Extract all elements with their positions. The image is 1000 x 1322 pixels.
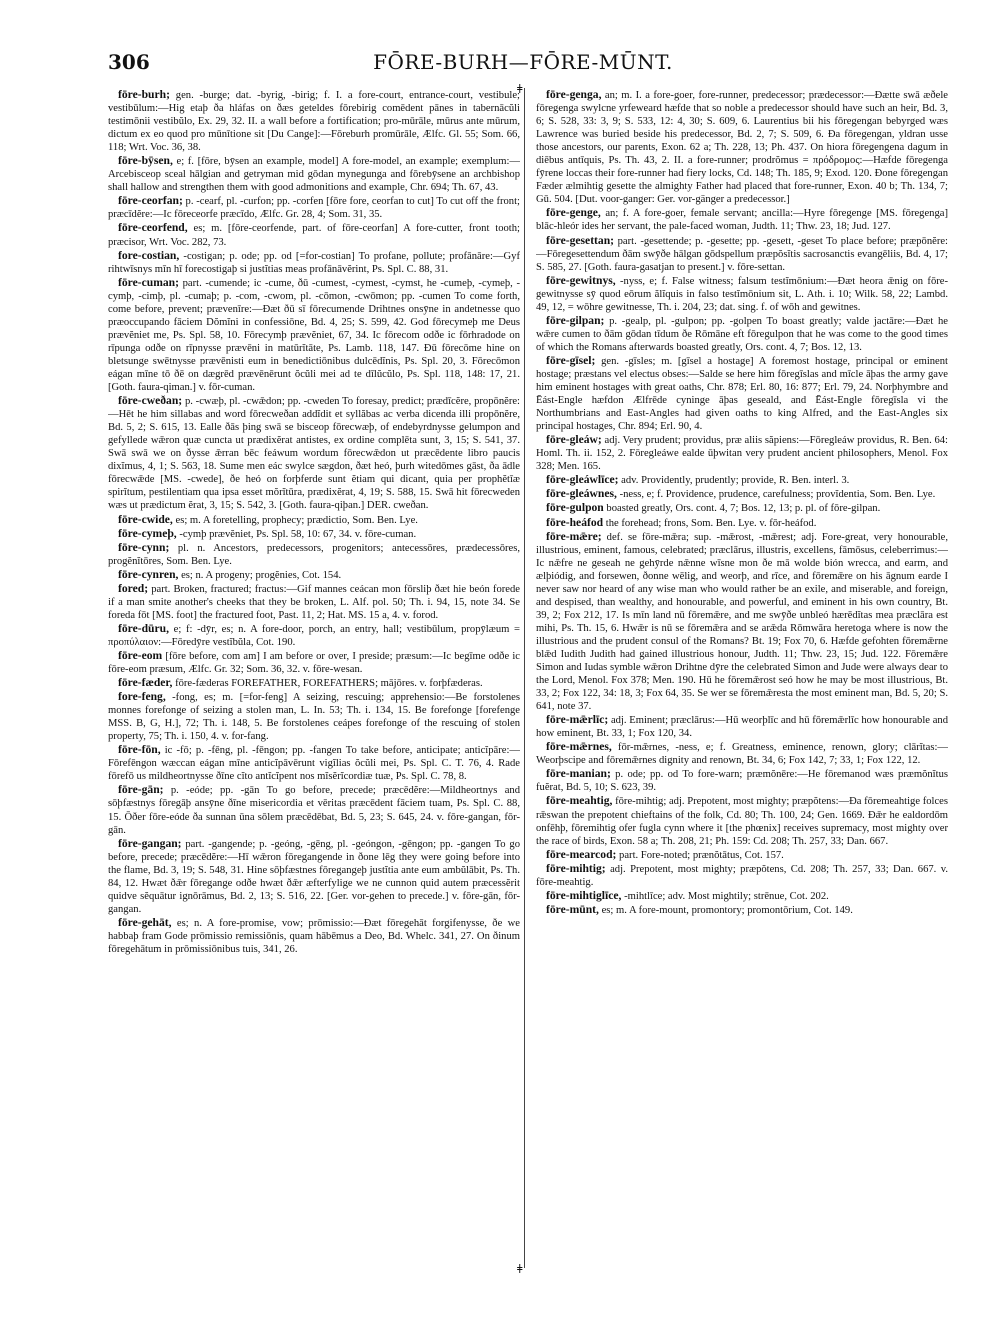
entry-text: part. -gesettende; p. -gesette; pp. -gesett, -geset To place before; præpōnĕre:—Fōregesettendum ðām swȳðe hālgan gōdspellum præpŏsĭtis sacrosanctis evangēliis, Bd. 4, 17; S. 585, 27. [Goth. faura-gasatjan to present.] v. fōre-settan. bbox=[536, 235, 948, 273]
dictionary-entry bbox=[108, 513, 520, 527]
headword: fōre-mihtig; bbox=[546, 861, 606, 875]
headword: fōre-cwide, bbox=[118, 512, 173, 526]
entry-text: fōr-mǣrnes, -ness, e; f. Greatness, eminence, renown, glory; clārĭtas:—Weorþscipe and fōremǣrnes dignity and renown, Bt. 34, 6; Fox 142, 7; 33, 1; Fox 122, 12. bbox=[536, 742, 948, 767]
entry-text: -costigan; p. ode; pp. od [=for-costian] To profane, pollute; profānāre:—Gyf rihtwīsnys mīn hī forecostigaþ si justĭtias meas profānāvĕrint, Ps. Spl. C. 88, 31. bbox=[108, 250, 520, 275]
headword: fore-costian, bbox=[118, 248, 180, 262]
dictionary-entry bbox=[108, 582, 520, 622]
dictionary-entry bbox=[536, 767, 948, 794]
headword: fōre-cynren, bbox=[118, 567, 179, 581]
dictionary-entry bbox=[536, 740, 948, 767]
entry-text: adj. Prepotent, most mighty; præpŏtens, Cd. 208; Th. 257, 33; Dan. 667. v. fōre-meahtig. bbox=[536, 863, 948, 888]
dictionary-entry bbox=[536, 274, 948, 314]
entry-text: part. -gangende; p. -geóng, -gēng, pl. -geóngon, -gēngon; pp. -gangen To go before, precede; præcēdĕre:—Hī wǣron fōregangende in ðone lēg they were going before into the flame, Bd. 3, 19; S. 548, 31. Hine sōþfæstnes fōregangeþ justĭtia ante eum ambŭlābit, Ps. Th. 84, 12. Hwæt ðǣr fōregange odðe hwæt ðǣr æfterfylige we ne cunnon quid autem præcessĕrit quidve sĕquātur ignōrāmus, Bd. 2, 13; S. 516, 22. [Ger. vor-gehen to precede.] v. fōre-gān, fōr-gangan. bbox=[108, 838, 520, 915]
entry-text: e; f. [fōre, bȳsen an example, model] A fore-model, an example; exemplum:—Arcebisceop sceal hālgian and getryman mid gōdan mynegunga and fōrebȳsene an archbishop shall hallow and strengthen them with good admonitions and example, Chr. 694; Th. 67, 43. bbox=[108, 156, 520, 194]
entry-text: -fong, es; m. [=for-feng] A seizing, rescuing; apprehensio:—Be forstolenes monnes forefonge of seizing a stolen man, L. In. 53; Th. i. 134, 15. Be forefonge [forefenge MSS. B, G, H.], 72; Th. i. 148, 5. Be forstolenes ceápes forefonge of the rescuing of stolen property, 75; Th. i. 150, 4. v. for-fang. bbox=[108, 692, 520, 743]
entry-text: p. -cwæþ, pl. -cwǣdon; pp. -cweden To foresay, predict; prædīcĕre, propōnĕre:—Hēt he him sillabas and word fōrecweðan addĭdit et syllăbas ac verba dicenda illi propōnĕre, Bd. 5, 2; S. 615, 13. Ealle ðās þing swā se bisceop fōrecwæþ, of endebyrdnysse gelumpon and gefyllede wǣron quæ cuncta ut prædixĕrat antistes, ex ordine complēta sunt, 3, 15; S. 541, 37. Swā swā we on ðysse ǣrran bēc feáwum wordum fōrecwǣdon ut præcēdente libro paucis dixĭmus, 4, 1; S. 563, 18. Sume men eác swylce sægdon, ðæt heó, þurh witedōmes gāst, ða ādle fōrecwǣde [MS. -cwede], ðe heó on forþferde sunt ĕtiam qui dicant, quia per prophĕtīæ spirĭtum, pestilentiam qua ipsa esset mŏrĭtūra, prædixĕrat, 4, 19; S. 588, 15. Swā hit fōrecweden wæs ut prædictum ĕrat, 3, 15; S. 542, 3. [Goth. faura-qiþan.] DER. cweðan. bbox=[108, 396, 520, 512]
entry-text: es; m. A fore-mount, promontory; promontōrium, Cot. 149. bbox=[598, 904, 853, 916]
headword: fōre-fæder, bbox=[118, 676, 173, 690]
headword: fōre-heáfod bbox=[546, 515, 604, 529]
dictionary-entry bbox=[536, 473, 948, 487]
entry-text: part. -cumende; ic -cume, ðū -cumest, -cymest, -cymst, he -cumeþ, -cymeþ, -cymþ, -cimþ, pl. -cumaþ; p. -com, -cwom, pl. -cōmon, -cwōmon; pp. -cumen To come forth, come before, prevent; prævenīre:—Ðæt ðū sī fōrecumende Drihtnes onsȳne in andetnesse quo præoccupando fāciem Dŏmĭni in confessiōne, Bd. 4, 25; S. 599, 42. God fōrecymeþ me Deus prævĕniet me, Ps. Spl. 58, 10. Fōrecymþ prævĕniet, 67, 34. Ic fōrecom odðe ic fōrhradode on rīpunga odðe on rīpnysse prævēni in matūrĭtāte, Ps. Lamb. 118, 147. Ðū fōrecōme hine on bletsunge swētnysse prævēnisti eum in benedictiōnibus dulcēdĭnis, Ps. Spl. 20, 3. Fōrecōmon eágan mīne tō ðē on dægrēd prævēnērunt ŏcŭli mei ad te dīlŭcŭlo, Ps. Spl. 118, 148: 17, 21. [Goth. faura-qiman.] v. fōr-cuman. bbox=[108, 277, 520, 394]
entry-text: -cymþ prævĕniet, Ps. Spl. 58, 10: 67, 34. v. fōre-cuman. bbox=[176, 528, 417, 540]
dictionary-entry bbox=[108, 649, 520, 676]
dictionary-entry bbox=[108, 676, 520, 690]
headword: fōre-gīsel; bbox=[546, 353, 596, 367]
headword: fōre-gilpan; bbox=[546, 313, 605, 327]
dictionary-entry bbox=[536, 487, 948, 501]
page-number: 306 bbox=[108, 50, 150, 74]
dictionary-entry bbox=[108, 568, 520, 582]
headword: fōre-manian; bbox=[546, 767, 611, 781]
dictionary-entry bbox=[108, 154, 520, 194]
entry-text: an; f. A fore-goer, female servant; ancilla:—Hyre fōregenge [MS. fōregenga] blāc-hleór ides her servant, the pale-faced woman, Judth. 11; Thw. 23, 18; Jud. 127. bbox=[536, 208, 948, 233]
entry-text: -mihtlīce; adv. Most mightily; strēnue, Cot. 202. bbox=[621, 890, 829, 902]
dictionary-entry bbox=[536, 234, 948, 274]
page-header bbox=[108, 50, 938, 80]
entry-text: [fōre before, com am] I am before or over, I preside; præsum:—Ic begīme odðe ic fōre-eom præsum, Ælfc. Gr. 32; Som. 36, 32. v. fōre-wesan. bbox=[108, 650, 520, 676]
headword: fōre-gān; bbox=[118, 783, 164, 797]
headword: fōre-cuman; bbox=[118, 275, 179, 289]
entry-text: -nyss, e; f. False witness; falsum testĭmōnium:—Ðæt heora ǣnig on fōre-gewitnysse sȳ quod eōrum ălĭquis in falso testĭmōnium sit, L. Ath. i. 10; Wilk. 58, 22; Lambd. 49, 12, = wōhre gewitnesse, Th. i. 204, 23; dat. sing. f. of wōh and gewitnes. bbox=[536, 275, 948, 313]
headword: fōre-bȳsen, bbox=[118, 154, 173, 168]
dictionary-entry bbox=[108, 276, 520, 394]
entry-text: p. -gealp, pl. -gulpon; pp. -golpen To boast greatly; valde jactāre:—Ðæt he wǣre cumen to ðām gōdan tīdum ðe Rōmāne eft fōregulpon that he was come to the good times of which the Romans afterwards boasted greatly, Ors. cont. 4, 7; Bos. 12, 13. bbox=[536, 315, 948, 353]
entry-text: adj. Very prudent; providus, præ aliis săpiens:—Fōregleáw providus, R. Ben. 64: Homl. Th. ii. 152, 2. Fōregleáwe ealde ūþwitan very prudent ancient philosophers, Menol. Fox 328; Men. 165. bbox=[536, 435, 948, 473]
headword: fōre-dūru, bbox=[118, 621, 169, 635]
entry-text: fōre-mihtig; adj. Prepotent, most mighty; præpŏtens:—Ða fōremeahtige folces rǣswan the prepotent chieftains of the folk, Cd. 80; Th. 100, 24; Gen. 1669. Ðǣr he ealdordōm onfēhþ, fōremihtig ofer fugla cynn where it [the phœnix] receives supremacy, most mighty over the race of birds, Exon. 58 a; Th. 208, 21; Ph. 159: Cd. 208; Th. 257, 33; Dan. 667. bbox=[536, 796, 948, 847]
entry-text: p. ode; pp. od To fore-warn; præmŏnēre:—He fōremanod wæs præmŏnĭtus fuĕrat, Bd. 5, 10; S. 623, 39. bbox=[536, 769, 948, 794]
dictionary-entry bbox=[536, 501, 948, 515]
dictionary-entry bbox=[536, 206, 948, 233]
entry-text: the forehead; frons, Som. Ben. Lye. v. fōr-heáfod. bbox=[603, 517, 817, 529]
headword: fōre-mǣrnes, bbox=[546, 740, 612, 754]
entry-text: es; n. A fore-promise, vow; prōmissio:—Ðæt fōregehāt forgifenysse, ðe we habbaþ fram Gode prōmissio remissiōnis, quam hābēmus a Deo, Bd. Whelc. 341, 27. On ðinum fōregehātum in prōmissiōnibus tuis, 341, 26. bbox=[108, 917, 520, 955]
headword: fōre-ceorfend, bbox=[118, 221, 188, 235]
entry-text: -ness, e; f. Providence, prudence, carefulness; provĭdentia, Som. Ben. Lye. bbox=[616, 489, 936, 501]
dictionary-entry bbox=[108, 249, 520, 276]
headword: fōre-cynn; bbox=[118, 540, 170, 554]
entry-text: ic -fō; p. -fēng, pl. -fēngon; pp. -fangen To take before, anticipate; anticĭpāre:—Fōrefēngon wæccan eágan mīne anticĭpāvērunt vigĭlias ŏcŭli mei, Ps. Spl. C. T. 76, 4. Rade fōrefō us mildheortnysse ðīne cĭto antĭcĭpent nos mĭsĕrĭcordiæ tuæ, Ps. Spl. C. 78, 8. bbox=[108, 745, 520, 783]
entry-text: es; n. A progeny; progĕnies, Cot. 154. bbox=[178, 569, 342, 581]
headword: fōre-mihtiglīce, bbox=[546, 888, 622, 902]
headword: fōre-gleáw; bbox=[546, 433, 602, 447]
dictionary-entry bbox=[108, 690, 520, 743]
entry-text: p. -eóde; pp. -gān To go before, precede; præcēdĕre:—Mildheortnys and sōþfæstnys fōregāþ ansȳne ðīne misericordia et vēritas præcēdent fāciem tuam, Ps. Spl. C. 88, 15. Ōðer fōre-eóde ða sunnan ūna sōlem præcēdēbat, Bd. 5, 23; S. 645, 24. v. fōre-gangan, fōr-gān. bbox=[108, 785, 520, 836]
left-column bbox=[108, 88, 520, 1268]
entry-text: es; m. A foretelling, prophecy; prædictio, Som. Ben. Lye. bbox=[172, 514, 418, 526]
dictionary-entry bbox=[108, 527, 520, 541]
headword: fōre-gleáwnes, bbox=[546, 487, 617, 501]
headword: fore-feng, bbox=[118, 690, 166, 704]
entry-text: adj. Eminent; præclārus:—Hū weorþlīc and hū fōremǣrlīc how honourable and how eminent, Bt. 33, 1; Fox 120, 34. bbox=[536, 715, 948, 740]
dictionary-entry bbox=[536, 433, 948, 473]
dictionary-entry bbox=[536, 713, 948, 740]
entry-text: def. se fōre-mǣra; sup. -mǣrost, -mǣrest; adj. Fore-great, very honourable, illustrious, eminent, famous, celebrated; præclārus, illustris, excellens, fāmōsus, celeberrimus:—Ic nǣfre ne geseah ne gehȳrde nǣnne wīsne mon ðe mā wolde bión wrecca, and earm, and ælþiódig, and forsewen, ðonne wēlig, and weorþ, and rīce, and fōremǣre on his āgnum earde I never saw nor heard of any wise man who would rather be an exile, and miserable, and foreign, and despised, than wealthy, and honourable, and powerful, and eminent in his own country, Bt. 39, 2; Fox 212, 17. Is mīn land nū fōremǣre, and me swȳðe unbleó hærēdĭtas mea præclāra est mihi, Ps. Th. 15, 6. Hwǣr is nū se fōremǣra and se arǣda Rōmwāra heretoga where is now the illustrious and the prudent consul of the Romans? Bt. 19; Fox 70, 6. Hæfde gefohten fōremǣrne blǣd Iudith Judith had gained illustrious honour, Judth. 11; Thw. 23, 15; Jud. 122. Fōremǣre Simon and Iudas symble wǣron Drihtne dȳre the celebrated Simon and Jude were always dear to the Lord, Menol. Fox 378; Men. 190. Hū he fōremǣrost seó how he may be most illustrious, Bt. 33, 2; Fox 122, 34: 18, 3; Fox 64, 35. Se wer se fōremǣresta the most eminent man, Bd. 5, 20; S. 641, note 37. bbox=[536, 531, 948, 713]
dictionary-entry bbox=[536, 848, 948, 862]
dictionary-entry bbox=[108, 221, 520, 248]
headword: fōre-cymeþ, bbox=[118, 526, 177, 540]
dictionary-entry bbox=[108, 837, 520, 916]
headword: fōre-eom bbox=[118, 648, 163, 662]
dictionary-entry bbox=[536, 354, 948, 433]
dictionary-entry bbox=[108, 743, 520, 783]
dictionary-entry bbox=[108, 783, 520, 836]
entry-text: es; m. [fōre-ceorfende, part. of fōre-ceorfan] A fore-cutter, front tooth; præcisor, Wrt. Voc. 282, 73. bbox=[108, 223, 520, 248]
dictionary-entry bbox=[536, 530, 948, 714]
headword: fōre-genge, bbox=[546, 206, 601, 220]
headword: fōre-gulpon bbox=[546, 501, 604, 515]
dictionary-entry bbox=[108, 88, 520, 154]
right-column bbox=[536, 88, 948, 1268]
entry-text: e; f: -dȳr, es; n. A fore-door, porch, an entry, hall; vestibūlum, propȳlæum = προπύλαιον:—Fōredȳre vestĭbŭla, Cot. 190. bbox=[108, 623, 520, 648]
dictionary-entry bbox=[536, 516, 948, 530]
headword: fōre-gleáwlīce; bbox=[546, 473, 619, 487]
dictionary-entry bbox=[536, 88, 948, 206]
dictionary-entry bbox=[536, 314, 948, 354]
entry-text: part. Fore-noted; prænŏtātus, Cot. 157. bbox=[616, 849, 784, 861]
headword: fōre-gesettan; bbox=[546, 233, 615, 247]
dictionary-entry bbox=[108, 541, 520, 568]
entry-text: fōre-fæderas FOREFATHER, FOREFATHERS; mājōres. v. forþfæderas. bbox=[172, 678, 483, 690]
headword: fōre-gehāt, bbox=[118, 915, 172, 929]
headword: fōre-burh; bbox=[118, 88, 170, 101]
headword: fōre-mǣrlīc; bbox=[546, 713, 609, 727]
headword: fored; bbox=[118, 581, 149, 595]
headword: fōre-gangan; bbox=[118, 836, 182, 850]
divider-ornament-top: ǂ bbox=[517, 82, 523, 96]
headword: fōre-gewitnys, bbox=[546, 273, 616, 287]
dictionary-entry bbox=[108, 916, 520, 956]
entry-text: pl. n. Ancestors, predecessors, progenitors; antecessōres, prædecessōres, progĕnĭtōres, Som. Ben. Lye. bbox=[108, 542, 520, 567]
dictionary-entry bbox=[536, 794, 948, 847]
dictionary-entry bbox=[536, 903, 948, 917]
headword: fōre-meahtig, bbox=[546, 794, 613, 808]
entry-text: boasted greatly, Ors. cont. 4, 7; Bos. 12, 13; p. pl. of fōre-gilpan. bbox=[603, 503, 881, 515]
entry-text: gen. -burge; dat. -byrig, -birig; f. I. a fore-court, entrance-court, vestibule; vestibūlum:—Hig etaþ ða hláfas on ðæs geteldes fōrebirig comēdent pānes in tabernācŭli testimōnii vestibŭlo, Ex. 29, 32. II. a wall before a fortification; pro-mūrāle, mūrus ante mūrum, dictum ex eo quod pro mūnītione sit [Du Cange]:—Fōreburh promūrāle, Ælfc. Gl. 55; Som. 66, 118; Wrt. Voc. 36, 38. bbox=[108, 90, 520, 154]
headword: fōre-mūnt, bbox=[546, 902, 599, 916]
headword: fōre-cweðan; bbox=[118, 394, 183, 408]
dictionary-entry bbox=[108, 394, 520, 512]
column-divider bbox=[524, 88, 525, 1268]
headword: fōre-mearcod; bbox=[546, 847, 617, 861]
running-title: FŌRE-BURH—FŌRE-MŪNT. bbox=[373, 50, 673, 74]
entry-text: gen. -gīsles; m. [gīsel a hostage] A foremost hostage, principal or eminent hostage; præstans vel electus obses:—Salde se here him fōregīslas and mīcle āþas the army gave him eminent hostages with great oaths, Chr. 878; Erl. 80, 16: 877; Erl. 79, 24. Norþhymbre and Ēást-Engle hæfdon Ælfrēde cyninge āþas geseald, and Ēást-Engle fōregīsla vi the Northumbrians and East-Angles had given oaths to king Alfred, and the East-Angles six principal hostages, Chr. 894; Erl. 90, 4. bbox=[536, 355, 948, 433]
headword: fōre-fōn, bbox=[118, 743, 161, 757]
entry-text: an; m. I. a fore-goer, fore-runner, predecessor; prædecessor:—Ðætte swā æðele fōregenga swylcne yrfeweard hæfde that so noble a predecessor should have such an heir, Bd. 3, 6; S. 528, 33: 3, 9; S. 533, 12: 4, 30; S. 609, 6. Laurentius bii his fōregengan bebyrged wæs Lawrence was buried beside his predecessor, Bd. 2, 7; S. 509, 6. Ða fōregengan, yldran usse those ancestors, our parents, Exon. 62 a; Th. 228, 13; Ph. 437. On hiora fōregengena dagum in diēbus antīquis, Ps. Th. 43, 2. II. a fore-runner; prodrŏmus = πρόδρομος:—Hæfde fōregenga fȳrene loccas their fore-runner had fiery locks, Cd. 148; Th. 185, 9; Exod. 120. Ðone fōregengan Fæder ælmihtig gesette the almighty Father had placed that fore-runner, Exon. 40 b; Th. 134, 7; Gū. 504. [Dut. voor-ganger: Ger. vor-gänger a predecessor.] bbox=[536, 90, 948, 206]
dictionary-entry bbox=[108, 194, 520, 221]
entry-text: part. Broken, fractured; fractus:—Gif mannes ceácan mon fōrsliþ ðæt hie beón forede if a man smite another's cheeks that they be broken, L. Alf. pol. 50; Th. i. 94, 15, note 34. Se foreda fōt [MS. foot] the fractured foot, Past. 11, 2; Hat. MS. 15 a, 4. v. forod. bbox=[108, 583, 520, 621]
divider-ornament-bottom: ǂ bbox=[517, 1262, 523, 1276]
headword: fōre-genga, bbox=[546, 88, 602, 101]
headword: fōre-mǣre; bbox=[546, 529, 602, 543]
entry-text: p. -cearf, pl. -curfon; pp. -corfen [fōre fore, ceorfan to cut] To cut off the front; præcīdĕre:—Ic fōreceorfe præcīdo, Ælfc. Gr. 28, 4; Som. 31, 35. bbox=[108, 196, 520, 221]
headword: fōre-ceorfan; bbox=[118, 194, 183, 208]
entry-text: adv. Providently, prudently; provide, R. Ben. interl. 3. bbox=[618, 475, 850, 487]
dictionary-entry bbox=[536, 862, 948, 889]
dictionary-entry bbox=[536, 889, 948, 903]
dictionary-entry bbox=[108, 622, 520, 649]
